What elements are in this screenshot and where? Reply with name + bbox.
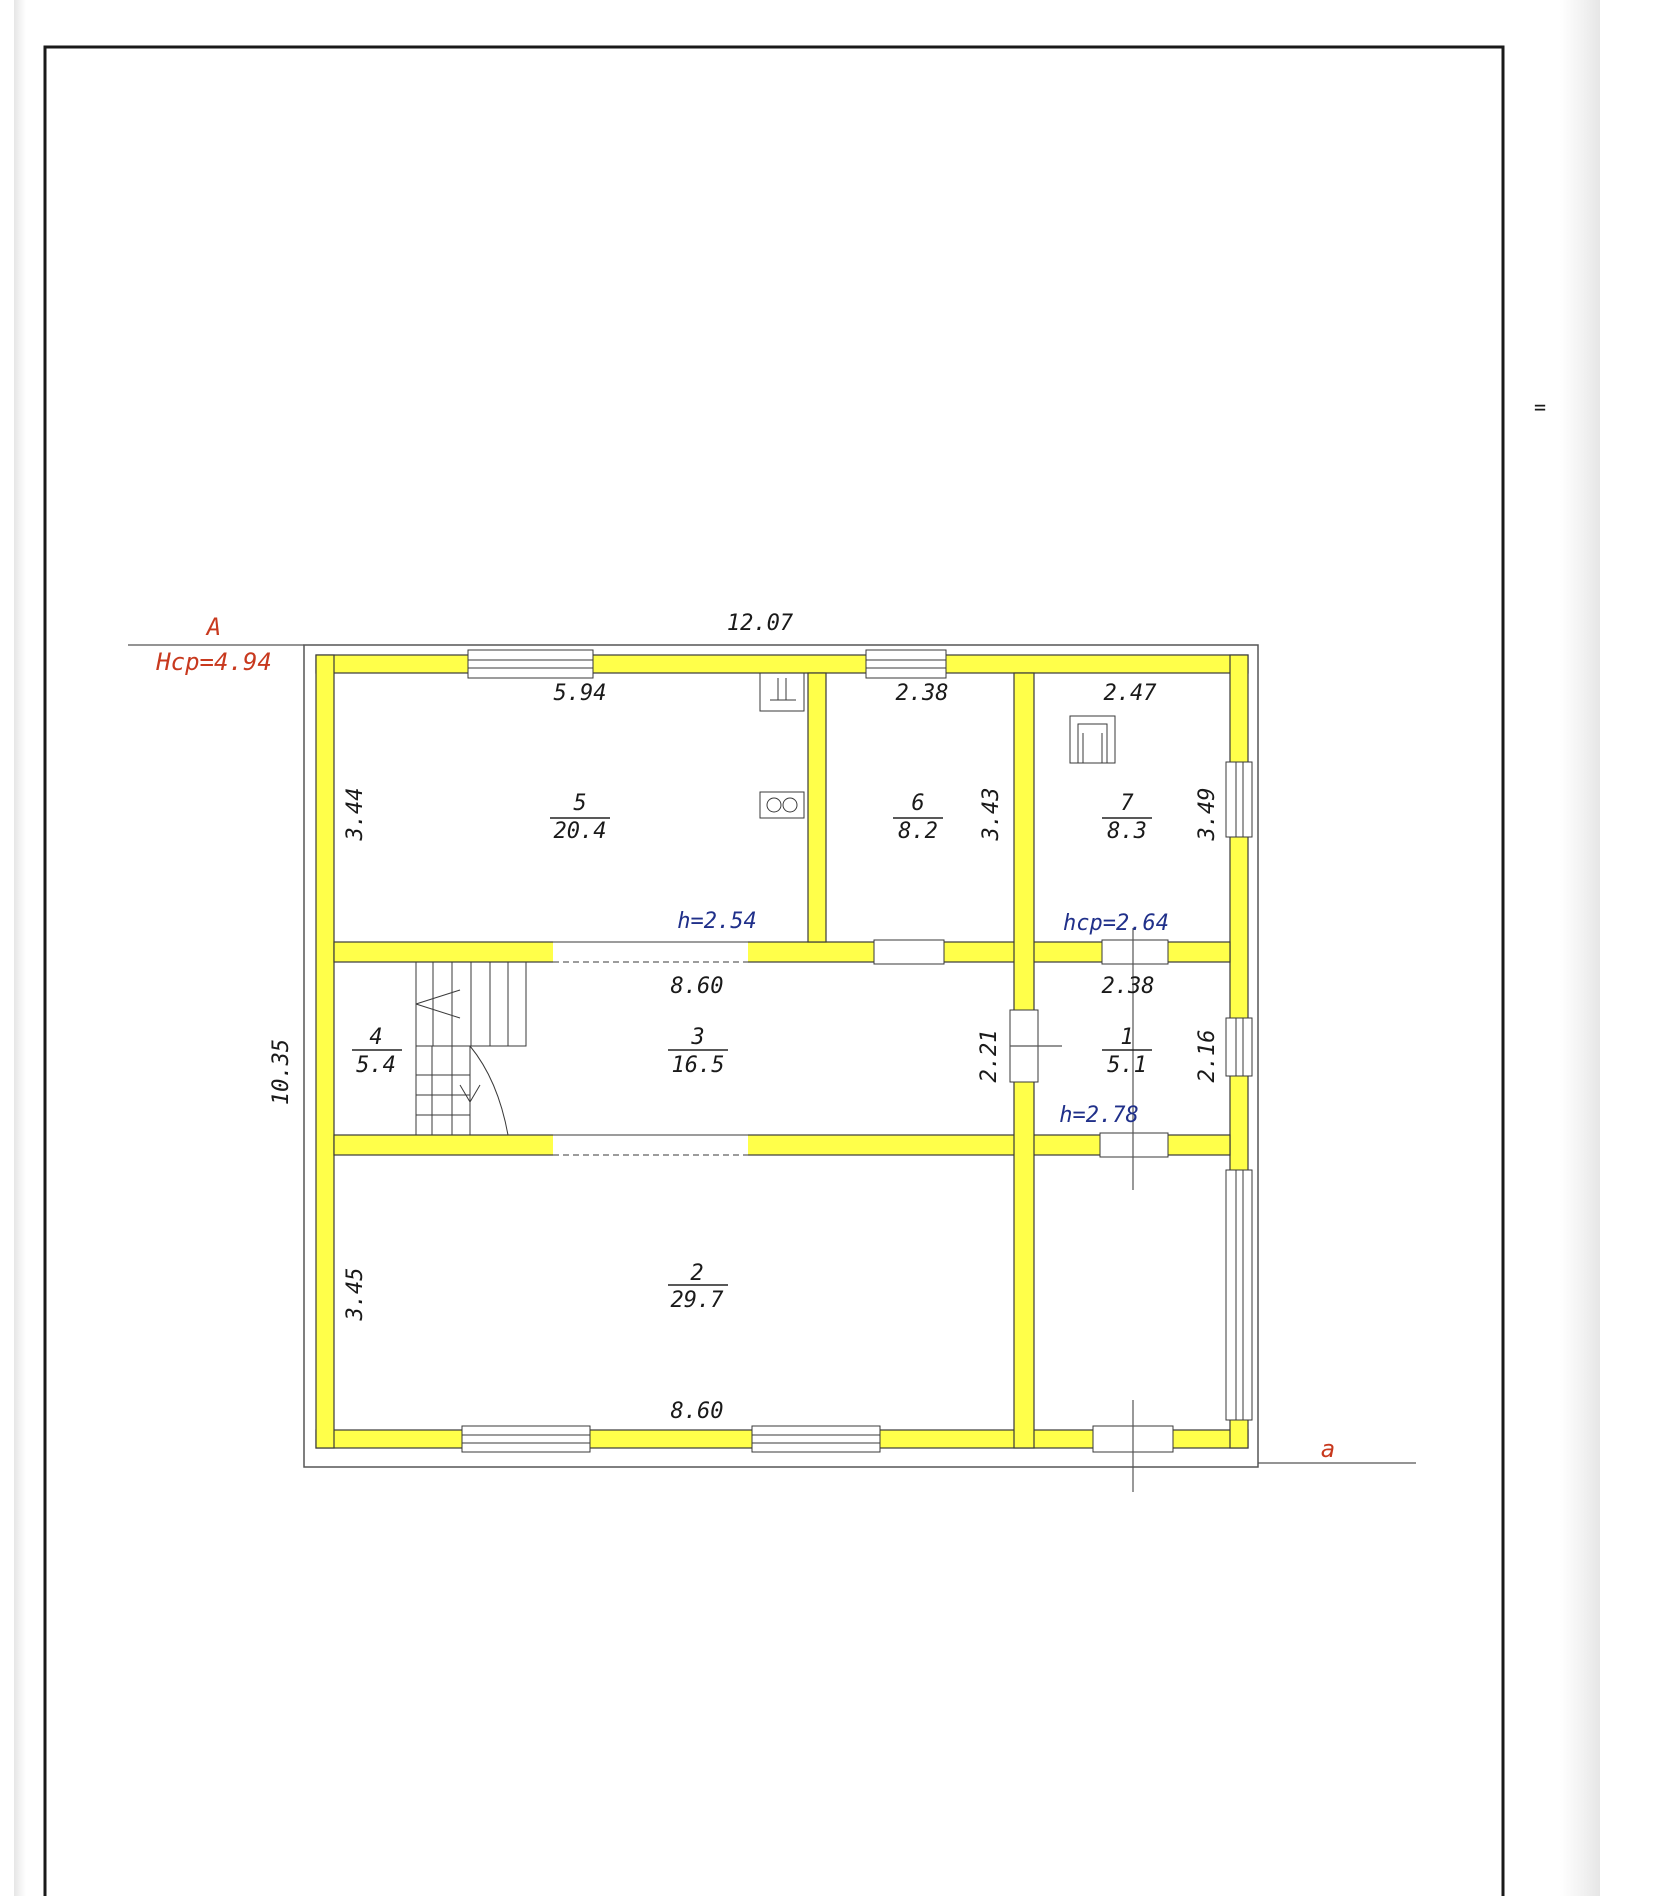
r1-width: 2.38 <box>1101 974 1155 999</box>
r3-width: 8.60 <box>670 974 724 999</box>
margin-mark: = <box>1533 395 1547 419</box>
doorways <box>553 940 1173 1452</box>
r1-number: 1 <box>1120 1025 1134 1050</box>
r2-number: 2 <box>690 1261 704 1286</box>
r6-depth: 3.43 <box>979 787 1004 841</box>
fixture-room7 <box>1070 716 1115 763</box>
window-r2-bottom-1 <box>462 1426 590 1452</box>
height-room1: h=2.78 <box>1059 1103 1139 1128</box>
walls <box>316 655 1248 1448</box>
height-room7: hср=2.64 <box>1063 911 1169 936</box>
r1-depth: 2.16 <box>1195 1029 1220 1083</box>
fixtures-room5 <box>760 673 804 818</box>
r3-area: 16.5 <box>671 1053 725 1078</box>
r3-depth: 2.21 <box>977 1029 1002 1083</box>
window-r7-right <box>1226 762 1252 837</box>
r6-number: 6 <box>911 791 925 816</box>
r2-width: 8.60 <box>670 1399 724 1424</box>
r4-area: 5.4 <box>356 1053 396 1078</box>
r7-number: 7 <box>1120 791 1134 816</box>
wall-r5-r6 <box>808 673 826 942</box>
overall-depth: 10.35 <box>269 1038 294 1106</box>
overall-width: 12.07 <box>726 611 794 636</box>
r7-width: 2.47 <box>1103 681 1157 706</box>
section-end-letter: а <box>1320 1435 1336 1463</box>
door-r1-south <box>1100 1133 1168 1157</box>
section-height: Нср=4.94 <box>156 648 272 676</box>
window-r2-bottom-2 <box>752 1426 880 1452</box>
door-r7 <box>1102 940 1168 964</box>
window-r6-top <box>866 650 946 678</box>
wall-top <box>316 655 1248 673</box>
r5-depth: 3.44 <box>343 787 368 841</box>
window-r1-right <box>1226 1018 1252 1076</box>
r2-area: 29.7 <box>670 1288 724 1313</box>
section-letter: А <box>206 613 222 641</box>
r4-number: 4 <box>369 1025 383 1050</box>
r3-number: 3 <box>691 1025 705 1050</box>
height-main: h=2.54 <box>677 909 757 934</box>
wall-left <box>316 655 334 1448</box>
r1-area: 5.1 <box>1107 1053 1147 1078</box>
r6-width: 2.38 <box>895 681 949 706</box>
sink-fixture <box>760 673 804 711</box>
window-r5-top <box>468 650 593 678</box>
r6-area: 8.2 <box>898 819 938 844</box>
r2-depth: 3.45 <box>343 1267 368 1321</box>
window-veranda-right <box>1226 1170 1252 1420</box>
r7-depth: 3.49 <box>1195 787 1220 841</box>
r5-area: 20.4 <box>553 819 607 844</box>
r7-area: 8.3 <box>1107 819 1147 844</box>
stairs <box>416 962 526 1135</box>
wall-row2 <box>334 1135 1230 1155</box>
r5-number: 5 <box>573 791 587 816</box>
wall-row1 <box>334 942 1230 962</box>
sheet-frame <box>45 47 1503 1896</box>
door-r6 <box>874 940 944 964</box>
r5-width: 5.94 <box>553 681 607 706</box>
